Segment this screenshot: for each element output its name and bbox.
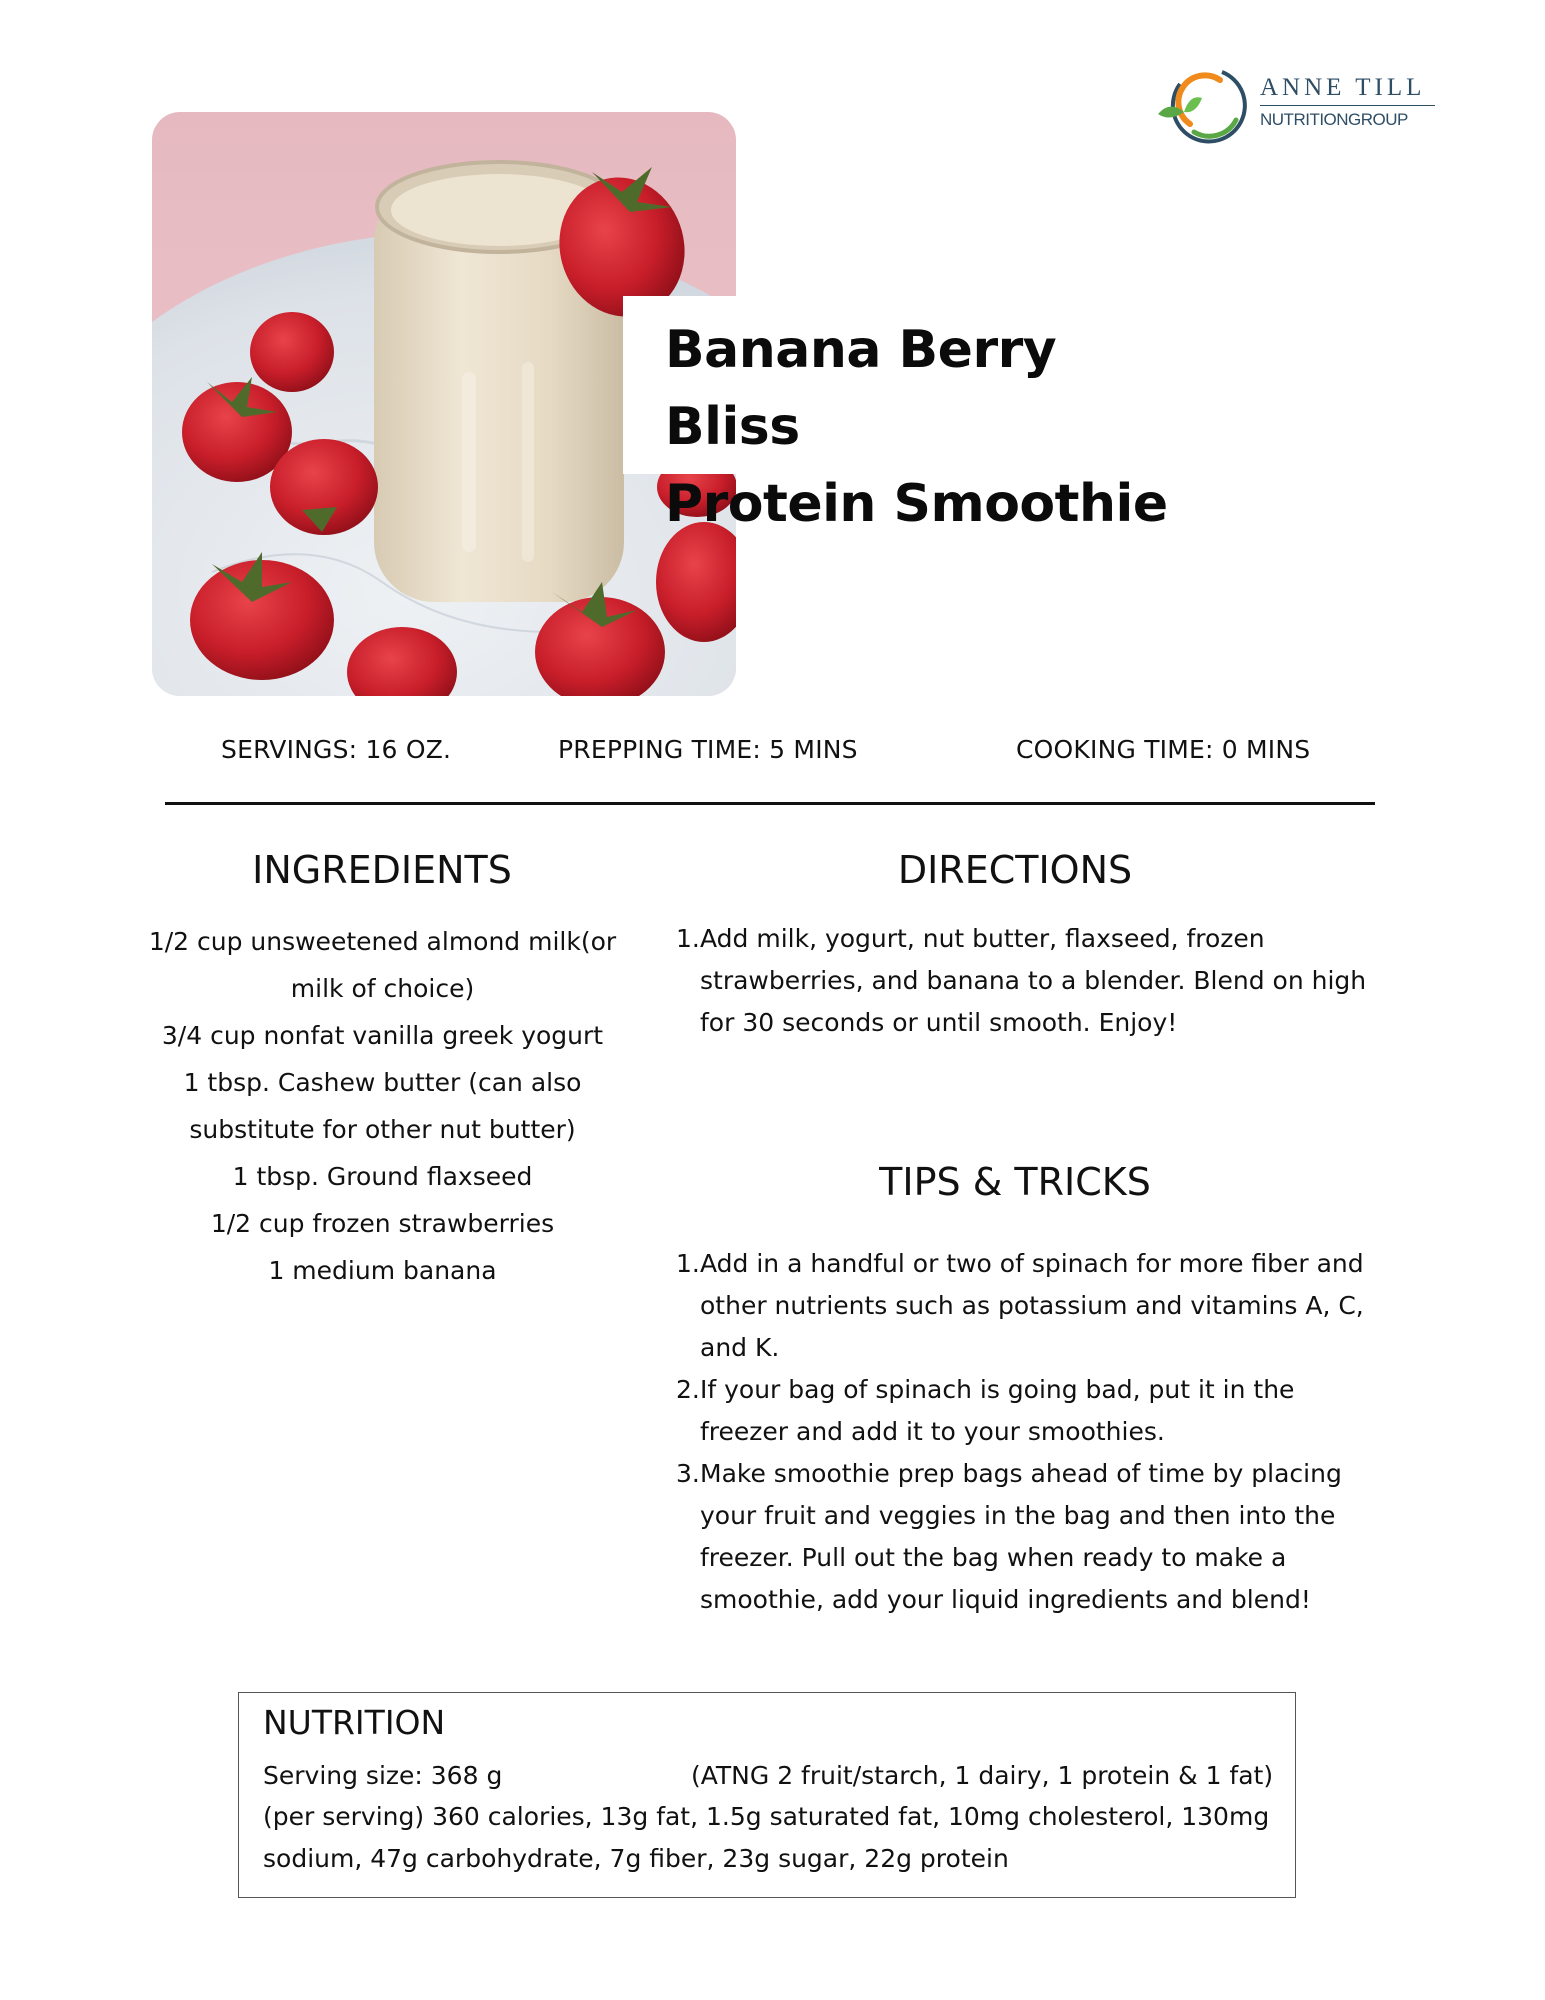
serving-size: Serving size: 368 g <box>263 1761 503 1790</box>
ingredient-item: 1 tbsp. Cashew butter (can also <box>183 1068 582 1097</box>
tip-line: your fruit and veggies in the bag and then into the <box>700 1501 1336 1530</box>
servings-info: SERVINGS: 16 OZ. <box>221 735 452 764</box>
tip-number: 1. <box>676 1249 700 1278</box>
brand-logo <box>1150 64 1450 150</box>
ingredient-item: milk of choice) <box>290 974 475 1003</box>
tip-line: and K. <box>700 1333 780 1362</box>
logo-emblem-icon <box>1150 64 1255 150</box>
recipe-title-line1: Banana Berry Bliss <box>665 320 1057 457</box>
step-line: Add milk, yogurt, nut butter, flaxseed, frozen <box>700 924 1265 953</box>
ingredient-item: 1 tbsp. Ground flaxseed <box>232 1162 533 1191</box>
prep-time-info: PREPPING TIME: 5 MINS <box>558 735 858 764</box>
ingredient-item: substitute for other nut butter) <box>189 1115 576 1144</box>
brand-name: ANNE TILL <box>1260 74 1426 101</box>
tip-line: If your bag of spinach is going bad, put it in the <box>700 1375 1295 1404</box>
tip-item <box>676 1369 1400 1453</box>
nutrition-facts-line: sodium, 47g carbohydrate, 7g fiber, 23g sugar, 22g protein <box>263 1844 1009 1873</box>
tip-number: 3. <box>676 1459 700 1488</box>
ingredients-list <box>120 918 645 1294</box>
step-line: for 30 seconds or until smooth. Enjoy! <box>700 1008 1178 1037</box>
nutrition-heading: NUTRITION <box>263 1703 446 1742</box>
ingredient-item: 1/2 cup frozen strawberries <box>210 1209 555 1238</box>
step-number: 1. <box>676 924 700 953</box>
directions-list <box>676 918 1400 1044</box>
tip-number: 2. <box>676 1375 700 1404</box>
recipe-title <box>665 312 1183 543</box>
tip-line: other nutrients such as potassium and vitamins A, C, <box>700 1291 1364 1320</box>
tip-line: Make smoothie prep bags ahead of time by placing <box>700 1459 1342 1488</box>
recipe-title-line2: Protein Smoothie <box>665 474 1168 534</box>
direction-step <box>676 918 1400 1044</box>
tip-line: freezer and add it to your smoothies. <box>700 1417 1165 1446</box>
ingredient-item: 1 medium banana <box>268 1256 497 1285</box>
title-card <box>623 296 1183 534</box>
tip-item <box>676 1243 1400 1369</box>
brand-subtitle: NUTRITIONGROUP <box>1260 110 1408 129</box>
cook-time-info: COOKING TIME: 0 MINS <box>1016 735 1311 764</box>
exchange-info: (ATNG 2 fruit/starch, 1 dairy, 1 protein & 1 fat) <box>691 1761 1274 1790</box>
tip-line: Add in a handful or two of spinach for more fiber and <box>700 1249 1364 1278</box>
ingredients-heading: INGREDIENTS <box>252 848 512 892</box>
tips-list <box>676 1243 1400 1621</box>
ingredient-item: 1/2 cup unsweetened almond milk(or <box>148 927 617 956</box>
directions-heading: DIRECTIONS <box>897 848 1133 892</box>
step-line: strawberries, and banana to a blender. Blend on high <box>700 966 1367 995</box>
brand-rule <box>1260 105 1435 106</box>
tip-item <box>676 1453 1400 1621</box>
nutrition-box <box>238 1692 1296 1898</box>
nutrition-facts-line: (per serving) 360 calories, 13g fat, 1.5g saturated fat, 10mg cholesterol, 130mg <box>263 1802 1270 1831</box>
tip-line: freezer. Pull out the bag when ready to make a <box>700 1543 1287 1572</box>
tip-line: smoothie, add your liquid ingredients and blend! <box>700 1585 1311 1614</box>
ingredient-item: 3/4 cup nonfat vanilla greek yogurt <box>161 1021 604 1050</box>
section-divider <box>165 802 1375 805</box>
tips-heading: TIPS & TRICKS <box>879 1160 1151 1204</box>
